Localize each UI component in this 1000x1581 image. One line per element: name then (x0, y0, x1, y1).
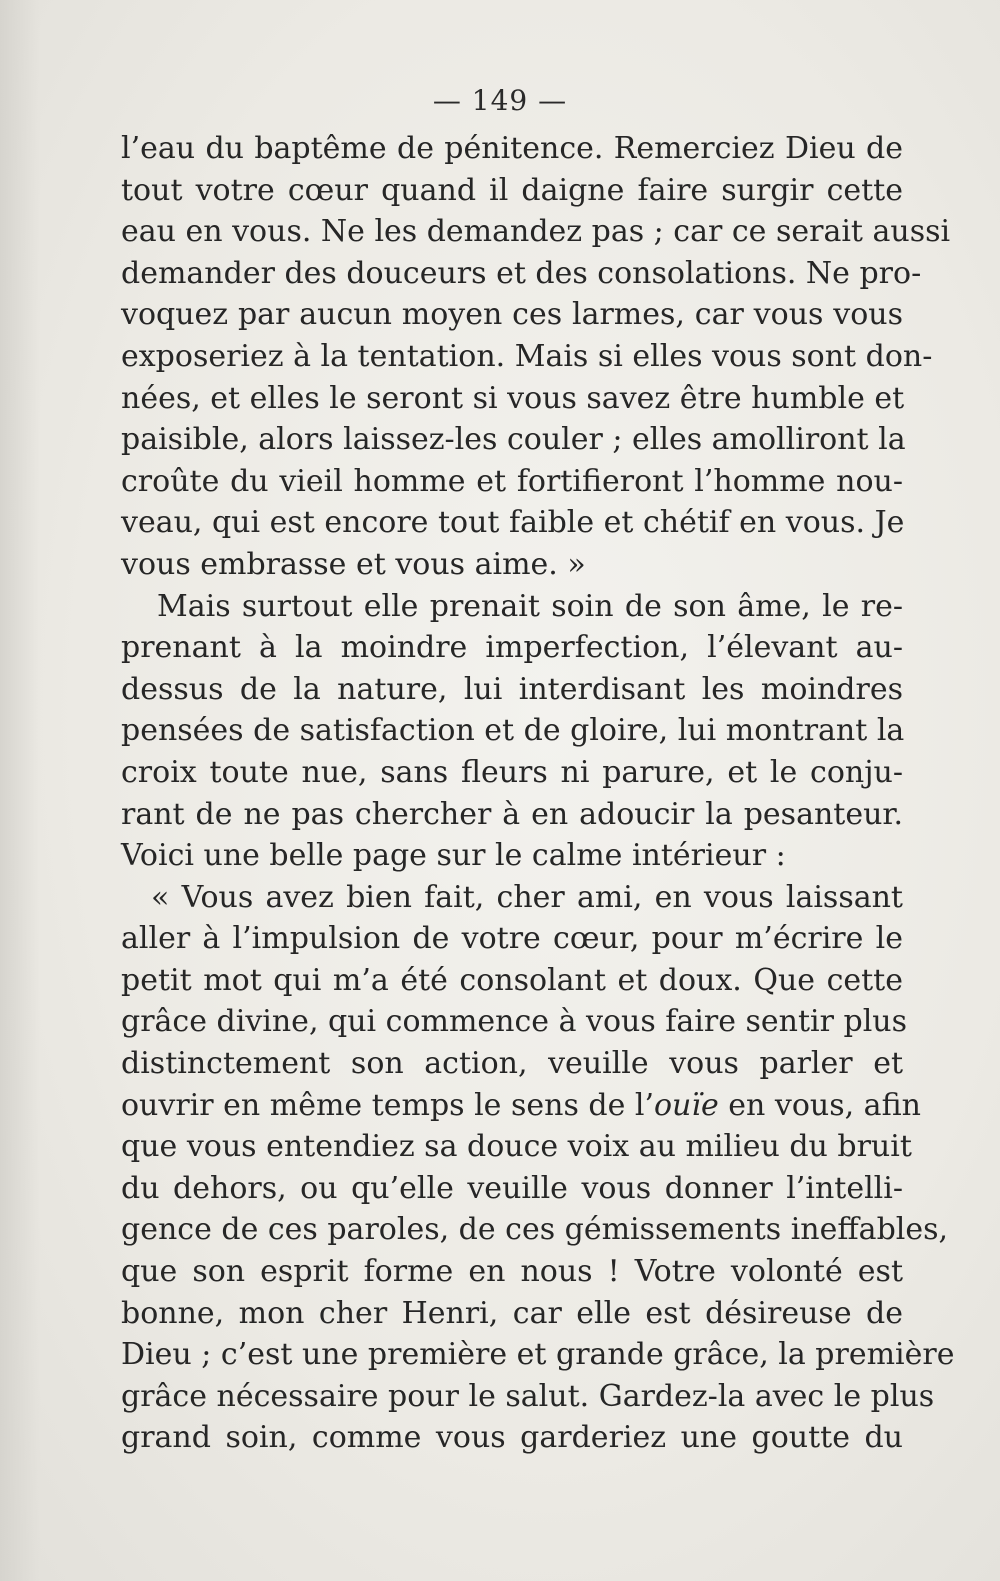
text-line: bonne, mon cher Henri, car elle est désireuse de (121, 1295, 903, 1331)
text-line: paisible, alors laissez-les couler ; elles amolliront la (121, 422, 906, 458)
text-line: Dieu ; c’est une première et grande grâce, la première (121, 1337, 955, 1373)
quote-start-line: « Vous avez bien fait, cher ami, en vous laissant (151, 879, 903, 915)
text-line: aller à l’impulsion de votre cœur, pour m’écrire le (121, 921, 903, 957)
text-line: gence de ces paroles, de ces gémissements ineffables, (121, 1212, 949, 1248)
text-line: tout votre cœur quand il daigne faire surgir cette (121, 172, 903, 208)
text-line: nées, et elles le seront si vous savez être humble et (121, 380, 905, 416)
text-line: pensées de satisfaction et de gloire, lui montrant la (121, 713, 905, 749)
text-line: dessus de la nature, lui interdisant les moindres (121, 671, 903, 707)
text-line: grand soin, comme vous garderiez une goutte du (121, 1420, 903, 1456)
text-segment: ouvrir en même temps le sens de l’ (121, 1087, 654, 1123)
text-line: exposeriez à la tentation. Mais si elles vous sont don- (121, 338, 933, 374)
text-line: croûte du vieil homme et fortifieront l’homme nou- (121, 463, 903, 499)
text-line: Voici une belle page sur le calme intérieur : (121, 838, 786, 874)
text-line: rant de ne pas chercher à en adoucir la pesanteur. (121, 796, 903, 832)
binding-shadow (0, 0, 40, 1581)
text-line: du dehors, ou qu’elle veuille vous donner l’intelli- (121, 1170, 903, 1206)
text-line: grâce divine, qui commence à vous faire sentir plus (121, 1004, 908, 1040)
text-line: que vous entendiez sa douce voix au milieu du bruit (121, 1129, 912, 1165)
text-line-with-italic (121, 1085, 921, 1127)
text-line: petit mot qui m’a été consolant et doux. Que cette (121, 962, 903, 998)
text-line: l’eau du baptême de pénitence. Remerciez Dieu de (121, 131, 903, 166)
text-line: demander des douceurs et des consolations. Ne pro- (121, 255, 922, 291)
text-segment: en vous, afin (718, 1087, 921, 1123)
text-line: distinctement son action, veuille vous parler et (121, 1046, 903, 1082)
text-line: que son esprit forme en nous ! Votre volonté est (121, 1254, 903, 1290)
text-line: eau en vous. Ne les demandez pas ; car ce serait aussi (121, 214, 951, 250)
italic-word: ouïe (654, 1087, 719, 1123)
text-line: grâce nécessaire pour le salut. Gardez-la avec le plus (121, 1378, 935, 1414)
page-number: — 149 — (432, 84, 568, 117)
text-line: croix toute nue, sans fleurs ni parure, et le conju- (121, 754, 903, 790)
paragraph-start-line: Mais surtout elle prenait soin de son âme, le re- (157, 588, 903, 624)
text-line: prenant à la moindre imperfection, l’élevant au- (121, 630, 903, 666)
body-text (121, 128, 955, 1459)
text-line: vous embrasse et vous aime. » (121, 546, 586, 582)
text-line: veau, qui est encore tout faible et chétif en vous. Je (121, 505, 905, 541)
text-line: voquez par aucun moyen ces larmes, car vous vous (121, 297, 903, 333)
